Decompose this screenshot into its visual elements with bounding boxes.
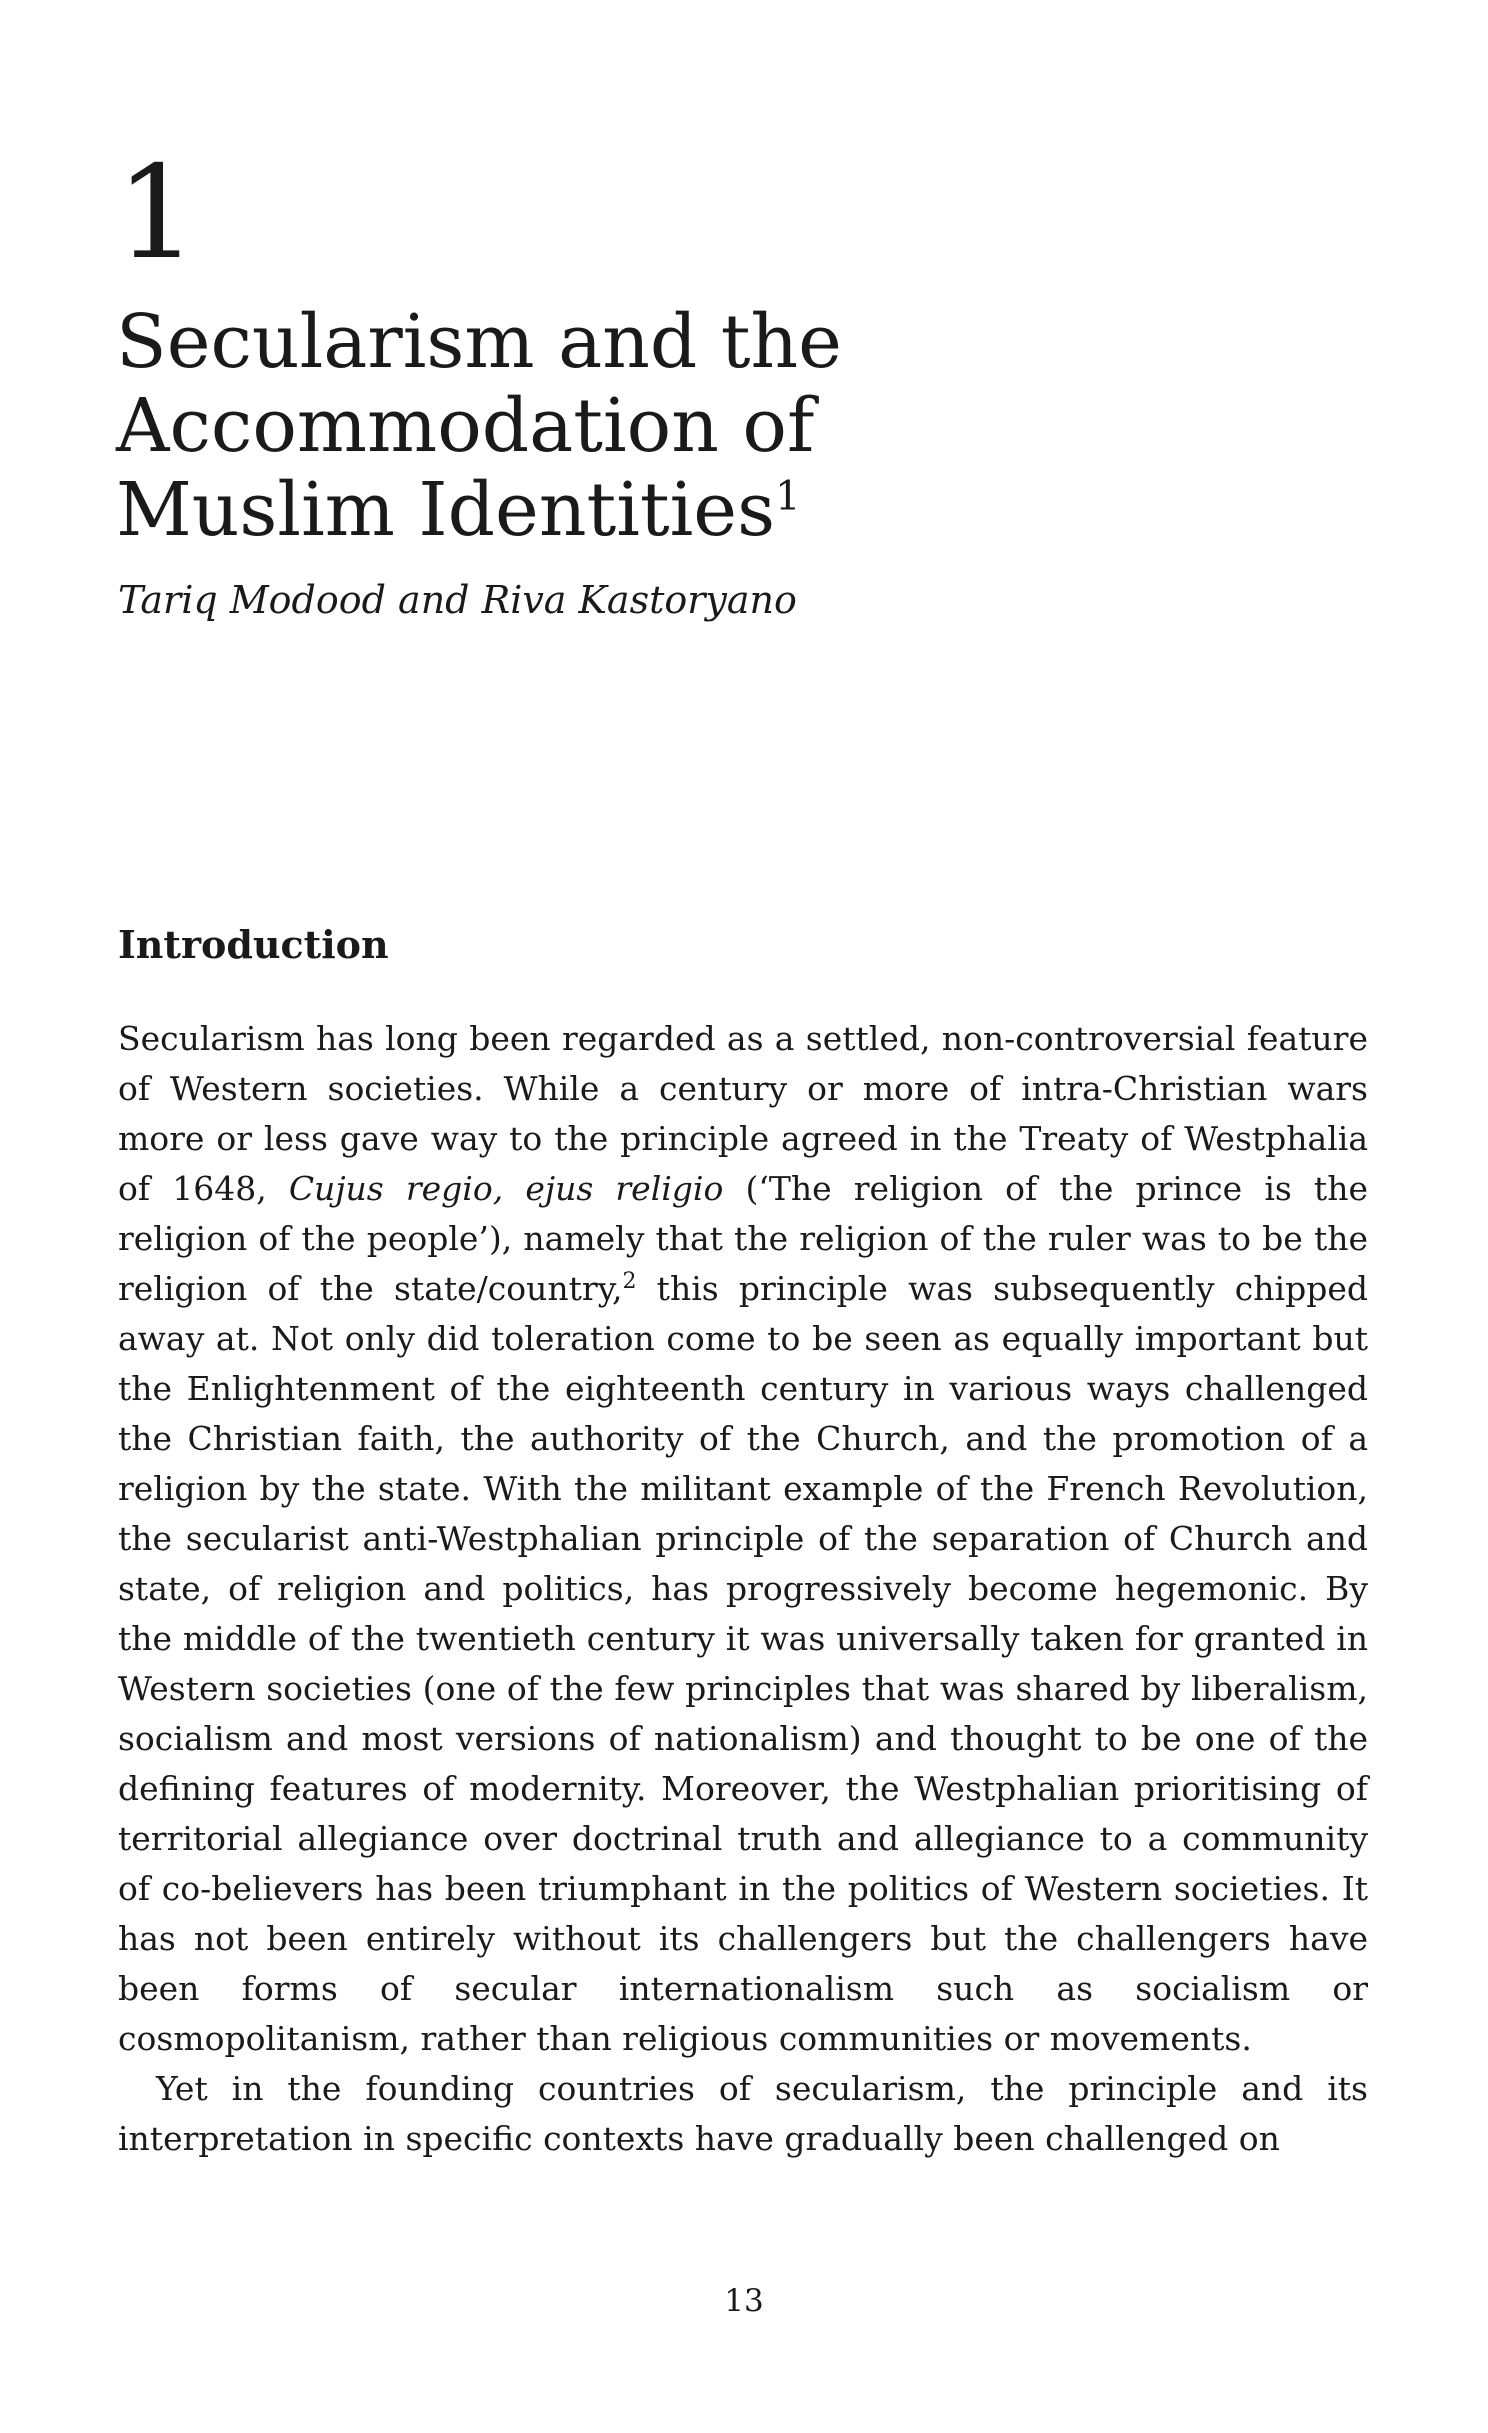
chapter-authors: Tariq Modood and Riva Kastoryano — [118, 578, 797, 622]
paragraph-2: Yet in the founding countries of secularism, the principle and its interpretation in specific contexts have gradually been challenged on — [118, 2069, 1368, 2158]
paragraph-1-text-b: (‘The religion of the prince is the religion of the people’), namely that the religion of the ruler was to be the religion of the state/country, — [118, 1169, 1368, 1308]
latin-phrase: Cujus regio, ejus religio — [288, 1169, 724, 1208]
section-heading: Introduction — [118, 922, 389, 967]
chapter-title-line-2: Accommodation of — [116, 383, 815, 469]
chapter-title-footnote-marker[interactable]: 1 — [775, 473, 801, 520]
paragraph-1-text-c: this principle was subsequently chipped away at. Not only did toleration come to be seen as equally important but the Enlightenment of the eighteenth century in various ways challenged the Christian faith, the authority of the Church, and the promotion of a religion by the state. With the militant example of the French Revolution, the secularist anti-Westphalian principle of the separation of Church and state, of religion and politics, has progressively become hegemonic. By the middle of the twentieth century it was universally taken for granted in Western societies (one of the few principles that was shared by liberalism, socialism and most versions of nationalism) and thought to be one of the defining features of modernity. Moreover, the Westphalian prioritising of territorial allegiance over doctrinal truth and allegiance to a community of co-believers has been triumphant in the politics of Western societies. It has not been entirely without its challengers but the challengers have been forms of secular internationalism such as socialism or cosmopolitanism, rather than religious communities or movements. — [118, 1269, 1368, 2058]
chapter-title — [116, 300, 1016, 552]
body-text — [118, 1014, 1368, 2164]
chapter-title-line-1: Secularism and the — [116, 299, 842, 385]
paragraph-1 — [118, 1014, 1368, 2064]
footnote-marker-2[interactable]: 2 — [622, 1269, 637, 1294]
paragraph-1-text-a: Secularism has long been regarded as a settled, non-controversial feature of Western societies. While a century or more of intra-Christian wars more or less gave way to the principle agreed in the Treaty of Westphalia of 1648, — [118, 1019, 1368, 1208]
page-number: 13 — [724, 2283, 764, 2319]
chapter-title-line-3: Muslim Identities — [116, 467, 776, 553]
chapter-number: 1 — [116, 139, 198, 288]
